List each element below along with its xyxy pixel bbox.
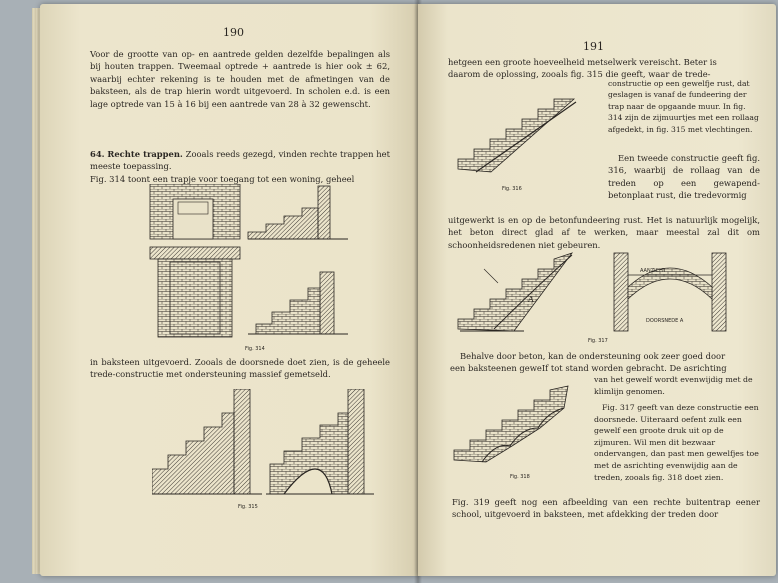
fig315-caption: Fig. 315 [238,504,258,510]
right-paragraph-4 [452,496,760,521]
section-number: 64. [90,149,105,159]
right-wrap-4 [594,402,760,483]
fig314-caption: Fig. 314 [245,346,265,352]
left-page [40,4,418,576]
left-paragraph-after-314 [90,356,390,381]
fig317-caption: Fig. 317 [588,338,608,344]
wrap1-text: constructie op een gewelfje rust, dat geslagen is vanaf de fundeering der trap naar de opgaande muur. In fig. 314 zijn de zijmuurtjes met een rollaag afgedekt, in fig. 315 met vlechtingen. [608,79,759,134]
para2-text: uitgewerkt is en op de betonfundeering rust. Het is natuurlijk mogelijk, het beton direct glad af te werken, maar meestal zal dit om schoonheidsredenen niet gebeuren. [448,215,760,250]
open-book [30,0,778,583]
figure-318 [452,384,584,466]
para1-text: Voor de grootte van op- en aantrede gelden dezelfde bepalingen als bij houten trappen. Tweemaal optrede + aantrede is hier ook ± 62, waarbij echter rekening is te houden met de afmetingen van de baksteen, als de trap hierin wordt uitgevoerd. In scholen e.d. is een lage optrede van 15 à 16 bij een aantrede van 28 à 32 gewenscht. [90,49,390,109]
fig317-label-a: A [528,295,534,304]
right-line-1: hetgeen een groote hoeveelheid metselwerk vereischt. Beter is [448,57,717,67]
wrap3-text: van het gewelf wordt evenwijdig met de klimlijn genomen. [594,375,753,396]
fig317-section-label: DOORSNEDE A [646,318,684,324]
fig316-caption: Fig. 316 [502,186,522,192]
figure-317 [454,249,744,335]
para4-text: Fig. 319 geeft nog een afbeelding van een rechte buitentrap eener school, uitgevoerd in baksteen, met afdekking der treden door [452,497,760,520]
para3-line-1: Behalve door beton, kan de ondersteuning ook zeer goed door [460,351,726,361]
right-wrap-3 [594,374,760,397]
wrap4-text: Fig. 317 geeft van deze constructie een doorsnede. Uiteraard oefent zulk een gewelf een groote druk uit op de zijmuren. Wil men dit bezwaar ondervangen, dan past men gewelfjes toe met de asrichting evenwijdig aan de treden, zooals fig. 318 doet zien. [594,403,759,482]
right-wrap-1 [608,78,760,135]
right-wrap-2 [608,152,760,202]
fig318-caption: Fig. 318 [510,474,530,480]
left-page-number: 190 [223,26,244,39]
figure-314 [148,184,360,344]
right-page-number: 191 [583,40,604,53]
figure-316 [456,94,586,174]
para-fig314: Fig. 314 toont een trapje voor toegang tot een woning, geheel [90,173,355,184]
section-64 [90,148,390,185]
fig317-top-label: AANZICHT [640,268,666,274]
right-paragraph-2 [448,214,760,251]
para-after314-text: in baksteen uitgevoerd. Zooals de doorsnede doet zien, is de geheele trede-constructie met ondersteuning massief gemetseld. [90,357,390,380]
section-text: Zooals reeds gezegd, vinden rechte trappen het meeste toepassing. [90,149,390,172]
figure-315 [152,389,378,501]
right-page [418,4,776,576]
left-paragraph-1 [90,48,390,110]
section-title: Rechte trappen. [107,149,183,159]
right-line-2: daarom de oplossing, zooals fig. 315 die geeft, waar de trede- [448,69,711,80]
wrap2-text: Een tweede constructie geeft fig. 316, waarbij de rollaag van de treden op een gewapend-betonplaat rust, die tredevormig [608,153,760,201]
right-paragraph-3 [450,350,762,375]
para3-line-2: een baksteenen geweIf tot stand worden gebracht. De asrichting [450,363,727,374]
